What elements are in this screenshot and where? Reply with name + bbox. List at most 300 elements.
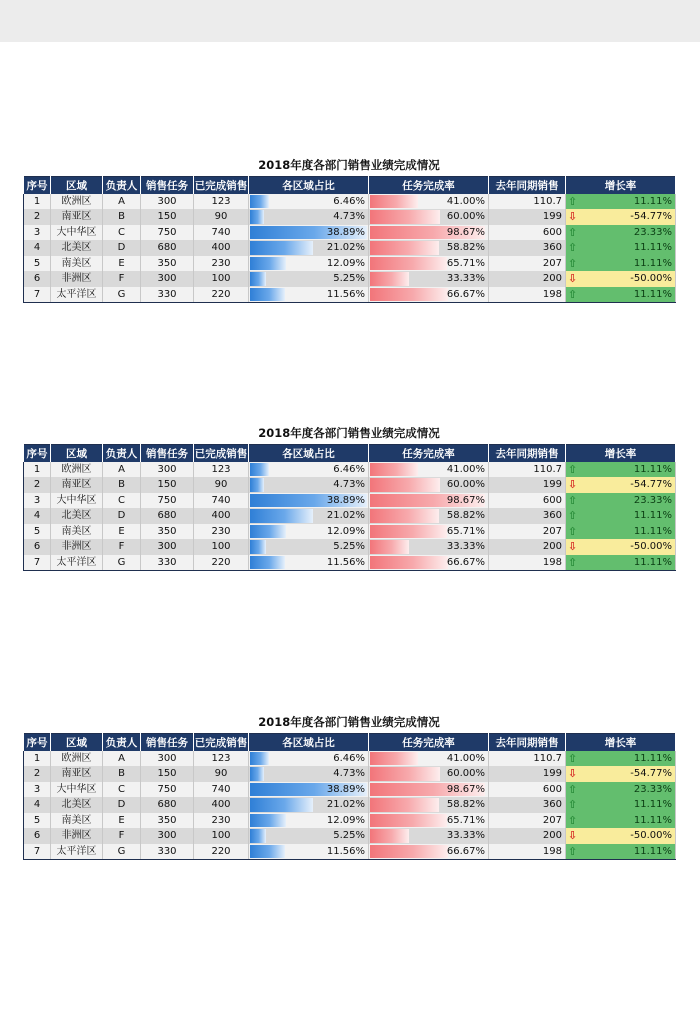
owner-name-cell: D: [103, 240, 141, 256]
sales-target-cell: 750: [141, 225, 194, 241]
row-number-cell: 3: [24, 493, 51, 509]
row-number-cell: 4: [24, 240, 51, 256]
growth-value: -50.00%: [630, 541, 672, 553]
sales-done-cell: 220: [194, 555, 249, 571]
row-number-cell: 5: [24, 524, 51, 540]
share-value: 4.73%: [333, 768, 365, 780]
share-value: 5.25%: [333, 830, 365, 842]
region-share-cell: [249, 539, 369, 555]
growth-rate-cell: [566, 194, 676, 210]
row-number-cell: 2: [24, 477, 51, 493]
table-row: [24, 751, 676, 767]
completion-rate-cell: [369, 477, 489, 493]
table-row: [24, 477, 676, 493]
sales-target-cell: 300: [141, 462, 194, 478]
region-share-cell: [249, 477, 369, 493]
growth-value: 11.11%: [633, 752, 672, 764]
rate-value: 60.00%: [446, 768, 485, 780]
share-value: 12.09%: [326, 525, 365, 537]
arrow-up-icon: ⇧: [568, 509, 578, 522]
region-share-cell: [249, 209, 369, 225]
table-row: [24, 766, 676, 782]
column-header-region-share: 各区域占比: [249, 445, 369, 462]
region-name-cell: 大中华区: [51, 225, 103, 241]
sales-done-cell: 400: [194, 508, 249, 524]
sales-report-3: [23, 712, 675, 860]
arrow-up-icon: ⇧: [568, 493, 578, 507]
arrow-up-icon: ⇧: [568, 798, 578, 811]
owner-name-cell: D: [103, 797, 141, 813]
sales-target-cell: 300: [141, 194, 194, 210]
column-header-region-share: 各区域占比: [249, 177, 369, 194]
growth-value: 23.33%: [633, 226, 672, 238]
last-year-sales-cell: 600: [489, 493, 566, 509]
owner-name-cell: C: [103, 225, 141, 241]
completion-rate-cell: [369, 524, 489, 540]
owner-name-cell: E: [103, 524, 141, 540]
region-share-cell: [249, 751, 369, 767]
region-share-cell: [249, 225, 369, 241]
table-row: [24, 194, 676, 210]
column-header-region-name: 区域: [51, 734, 103, 751]
rate-value: 98.67%: [446, 783, 485, 795]
sales-table: [23, 444, 676, 571]
arrow-up-icon: ⇧: [568, 524, 578, 538]
last-year-sales-cell: 200: [489, 271, 566, 287]
growth-rate-cell: [566, 477, 676, 493]
row-number-cell: 3: [24, 782, 51, 798]
region-name-cell: 北美区: [51, 240, 103, 256]
region-name-cell: 非洲区: [51, 828, 103, 844]
arrow-down-icon: ⇩: [568, 272, 578, 285]
owner-name-cell: A: [103, 751, 141, 767]
report-title: 2018年度各部门销售业绩完成情况: [258, 158, 440, 172]
table-row: [24, 256, 676, 272]
share-value: 6.46%: [333, 752, 365, 764]
column-header-last-year-sales: 去年同期销售: [489, 445, 566, 462]
owner-name-cell: F: [103, 828, 141, 844]
last-year-sales-cell: 600: [489, 782, 566, 798]
arrow-up-icon: ⇧: [568, 782, 578, 796]
sales-done-cell: 100: [194, 271, 249, 287]
arrow-down-icon: ⇩: [568, 478, 578, 491]
growth-rate-cell: [566, 256, 676, 272]
growth-rate-cell: [566, 828, 676, 844]
owner-name-cell: F: [103, 539, 141, 555]
region-share-cell: [249, 194, 369, 210]
sales-target-cell: 300: [141, 539, 194, 555]
report-title: 2018年度各部门销售业绩完成情况: [258, 426, 440, 440]
row-number-cell: 1: [24, 194, 51, 210]
table-row: [24, 508, 676, 524]
completion-rate-cell: [369, 766, 489, 782]
row-number-cell: 7: [24, 555, 51, 571]
column-header-growth-rate: 增长率: [566, 734, 676, 751]
last-year-sales-cell: 199: [489, 766, 566, 782]
column-header-last-year-sales: 去年同期销售: [489, 177, 566, 194]
growth-value: -50.00%: [630, 830, 672, 842]
share-value: 11.56%: [326, 556, 365, 568]
sales-target-cell: 150: [141, 477, 194, 493]
share-value: 12.09%: [326, 257, 365, 269]
row-number-cell: 5: [24, 813, 51, 829]
column-header-sales-target: 销售任务: [141, 177, 194, 194]
column-header-completion-rate: 任务完成率: [369, 445, 489, 462]
last-year-sales-cell: 198: [489, 844, 566, 860]
column-header-owner-name: 负责人: [103, 177, 141, 194]
completion-rate-cell: [369, 493, 489, 509]
table-row: [24, 797, 676, 813]
rate-value: 66.67%: [446, 845, 485, 857]
growth-rate-cell: [566, 539, 676, 555]
arrow-up-icon: ⇧: [568, 256, 578, 270]
region-name-cell: 欧洲区: [51, 462, 103, 478]
growth-rate-cell: [566, 209, 676, 225]
row-number-cell: 4: [24, 797, 51, 813]
header-row: [24, 177, 676, 194]
table-row: [24, 828, 676, 844]
arrow-up-icon: ⇧: [568, 751, 578, 765]
region-name-cell: 南美区: [51, 256, 103, 272]
last-year-sales-cell: 110.7: [489, 194, 566, 210]
table-row: [24, 287, 676, 303]
share-value: 11.56%: [326, 288, 365, 300]
column-header-region-share: 各区域占比: [249, 734, 369, 751]
column-header-owner-name: 负责人: [103, 734, 141, 751]
rate-value: 58.82%: [446, 242, 485, 254]
sales-target-cell: 300: [141, 751, 194, 767]
sales-done-cell: 230: [194, 813, 249, 829]
arrow-up-icon: ⇧: [568, 194, 578, 208]
rate-value: 41.00%: [446, 463, 485, 475]
share-value: 38.89%: [326, 783, 365, 795]
column-header-last-year-sales: 去年同期销售: [489, 734, 566, 751]
table-row: [24, 462, 676, 478]
growth-value: -50.00%: [630, 273, 672, 285]
growth-value: -54.77%: [630, 211, 672, 223]
region-share-cell: [249, 240, 369, 256]
growth-rate-cell: [566, 766, 676, 782]
growth-value: 11.11%: [633, 463, 672, 475]
share-value: 4.73%: [333, 211, 365, 223]
rate-value: 98.67%: [446, 226, 485, 238]
table-row: [24, 209, 676, 225]
completion-rate-cell: [369, 271, 489, 287]
sales-done-cell: 100: [194, 539, 249, 555]
sales-done-cell: 400: [194, 797, 249, 813]
sales-target-cell: 150: [141, 766, 194, 782]
sales-done-cell: 123: [194, 462, 249, 478]
sales-target-cell: 330: [141, 555, 194, 571]
owner-name-cell: A: [103, 462, 141, 478]
completion-rate-cell: [369, 813, 489, 829]
owner-name-cell: A: [103, 194, 141, 210]
rate-value: 65.71%: [446, 257, 485, 269]
growth-rate-cell: [566, 240, 676, 256]
column-header-region-name: 区域: [51, 445, 103, 462]
region-name-cell: 南亚区: [51, 477, 103, 493]
last-year-sales-cell: 198: [489, 287, 566, 303]
column-header-sales-target: 销售任务: [141, 734, 194, 751]
rate-value: 60.00%: [446, 211, 485, 223]
completion-rate-cell: [369, 797, 489, 813]
last-year-sales-cell: 200: [489, 539, 566, 555]
top-toolbar-strip: [0, 0, 700, 42]
sales-done-cell: 740: [194, 225, 249, 241]
rate-value: 33.33%: [446, 273, 485, 285]
region-name-cell: 北美区: [51, 508, 103, 524]
region-share-cell: [249, 271, 369, 287]
table-row: [24, 271, 676, 287]
region-share-cell: [249, 256, 369, 272]
share-value: 21.02%: [326, 510, 365, 522]
column-header-growth-rate: 增长率: [566, 177, 676, 194]
growth-rate-cell: [566, 462, 676, 478]
column-header-owner-name: 负责人: [103, 445, 141, 462]
region-share-cell: [249, 813, 369, 829]
growth-rate-cell: [566, 225, 676, 241]
rate-value: 58.82%: [446, 799, 485, 811]
rate-value: 66.67%: [446, 288, 485, 300]
region-name-cell: 欧洲区: [51, 751, 103, 767]
owner-name-cell: G: [103, 844, 141, 860]
rate-value: 33.33%: [446, 541, 485, 553]
arrow-up-icon: ⇧: [568, 225, 578, 239]
row-number-cell: 6: [24, 539, 51, 555]
last-year-sales-cell: 200: [489, 828, 566, 844]
column-header-row-number: 序号: [24, 177, 51, 194]
completion-rate-cell: [369, 828, 489, 844]
completion-rate-cell: [369, 782, 489, 798]
rate-value: 41.00%: [446, 195, 485, 207]
sales-report-1: [23, 155, 675, 303]
arrow-down-icon: ⇩: [568, 767, 578, 780]
arrow-up-icon: ⇧: [568, 287, 578, 301]
growth-value: -54.77%: [630, 479, 672, 491]
sales-target-cell: 330: [141, 287, 194, 303]
growth-value: 11.11%: [633, 525, 672, 537]
region-share-cell: [249, 555, 369, 571]
growth-rate-cell: [566, 287, 676, 303]
arrow-up-icon: ⇧: [568, 813, 578, 827]
last-year-sales-cell: 199: [489, 209, 566, 225]
row-number-cell: 4: [24, 508, 51, 524]
completion-rate-cell: [369, 240, 489, 256]
owner-name-cell: B: [103, 477, 141, 493]
sales-done-cell: 90: [194, 209, 249, 225]
row-number-cell: 6: [24, 828, 51, 844]
last-year-sales-cell: 360: [489, 797, 566, 813]
share-value: 21.02%: [326, 799, 365, 811]
table-row: [24, 813, 676, 829]
completion-rate-cell: [369, 844, 489, 860]
growth-rate-cell: [566, 782, 676, 798]
report-title: 2018年度各部门销售业绩完成情况: [258, 715, 440, 729]
column-header-region-name: 区域: [51, 177, 103, 194]
arrow-down-icon: ⇩: [568, 540, 578, 553]
table-row: [24, 555, 676, 571]
region-name-cell: 欧洲区: [51, 194, 103, 210]
growth-rate-cell: [566, 844, 676, 860]
growth-value: 11.11%: [633, 510, 672, 522]
growth-value: 23.33%: [633, 494, 672, 506]
owner-name-cell: D: [103, 508, 141, 524]
sales-done-cell: 740: [194, 782, 249, 798]
sales-target-cell: 300: [141, 828, 194, 844]
arrow-down-icon: ⇩: [568, 829, 578, 842]
row-number-cell: 7: [24, 287, 51, 303]
column-header-growth-rate: 增长率: [566, 445, 676, 462]
growth-value: 11.11%: [633, 814, 672, 826]
last-year-sales-cell: 199: [489, 477, 566, 493]
region-name-cell: 太平洋区: [51, 844, 103, 860]
sales-done-cell: 123: [194, 194, 249, 210]
growth-rate-cell: [566, 508, 676, 524]
table-row: [24, 524, 676, 540]
row-number-cell: 2: [24, 209, 51, 225]
owner-name-cell: F: [103, 271, 141, 287]
owner-name-cell: G: [103, 287, 141, 303]
completion-rate-cell: [369, 751, 489, 767]
column-header-sales-done: 已完成销售: [194, 734, 249, 751]
last-year-sales-cell: 600: [489, 225, 566, 241]
owner-name-cell: E: [103, 813, 141, 829]
region-share-cell: [249, 508, 369, 524]
owner-name-cell: C: [103, 493, 141, 509]
owner-name-cell: C: [103, 782, 141, 798]
sales-done-cell: 220: [194, 287, 249, 303]
growth-value: 23.33%: [633, 783, 672, 795]
completion-rate-cell: [369, 256, 489, 272]
growth-value: 11.11%: [633, 242, 672, 254]
share-value: 5.25%: [333, 273, 365, 285]
region-name-cell: 非洲区: [51, 539, 103, 555]
region-share-cell: [249, 766, 369, 782]
header-row: [24, 734, 676, 751]
owner-name-cell: B: [103, 209, 141, 225]
sales-done-cell: 230: [194, 256, 249, 272]
growth-value: 11.11%: [633, 556, 672, 568]
owner-name-cell: G: [103, 555, 141, 571]
sales-done-cell: 230: [194, 524, 249, 540]
region-name-cell: 太平洋区: [51, 555, 103, 571]
last-year-sales-cell: 360: [489, 508, 566, 524]
rate-value: 98.67%: [446, 494, 485, 506]
sales-target-cell: 300: [141, 271, 194, 287]
last-year-sales-cell: 207: [489, 813, 566, 829]
last-year-sales-cell: 360: [489, 240, 566, 256]
column-header-row-number: 序号: [24, 734, 51, 751]
table-row: [24, 493, 676, 509]
completion-rate-cell: [369, 287, 489, 303]
sales-done-cell: 740: [194, 493, 249, 509]
row-number-cell: 5: [24, 256, 51, 272]
share-value: 12.09%: [326, 814, 365, 826]
share-value: 11.56%: [326, 845, 365, 857]
rate-value: 33.33%: [446, 830, 485, 842]
completion-rate-cell: [369, 508, 489, 524]
sales-table: [23, 176, 676, 303]
rate-value: 60.00%: [446, 479, 485, 491]
growth-value: 11.11%: [633, 845, 672, 857]
growth-rate-cell: [566, 813, 676, 829]
growth-rate-cell: [566, 271, 676, 287]
table-row: [24, 225, 676, 241]
sales-target-cell: 680: [141, 240, 194, 256]
growth-value: -54.77%: [630, 768, 672, 780]
region-share-cell: [249, 287, 369, 303]
column-header-completion-rate: 任务完成率: [369, 177, 489, 194]
sales-done-cell: 400: [194, 240, 249, 256]
region-name-cell: 北美区: [51, 797, 103, 813]
region-share-cell: [249, 782, 369, 798]
table-row: [24, 844, 676, 860]
region-share-cell: [249, 797, 369, 813]
region-share-cell: [249, 524, 369, 540]
table-row: [24, 539, 676, 555]
completion-rate-cell: [369, 209, 489, 225]
growth-rate-cell: [566, 797, 676, 813]
arrow-down-icon: ⇩: [568, 210, 578, 223]
column-header-completion-rate: 任务完成率: [369, 734, 489, 751]
sales-target-cell: 350: [141, 813, 194, 829]
sales-report-2: [23, 423, 675, 571]
region-name-cell: 大中华区: [51, 493, 103, 509]
row-number-cell: 7: [24, 844, 51, 860]
sales-done-cell: 220: [194, 844, 249, 860]
completion-rate-cell: [369, 194, 489, 210]
completion-rate-cell: [369, 462, 489, 478]
growth-rate-cell: [566, 555, 676, 571]
last-year-sales-cell: 207: [489, 256, 566, 272]
share-value: 6.46%: [333, 463, 365, 475]
region-share-cell: [249, 828, 369, 844]
table-row: [24, 782, 676, 798]
region-name-cell: 南亚区: [51, 766, 103, 782]
row-number-cell: 2: [24, 766, 51, 782]
sales-target-cell: 350: [141, 524, 194, 540]
sales-target-cell: 150: [141, 209, 194, 225]
region-share-cell: [249, 493, 369, 509]
arrow-up-icon: ⇧: [568, 844, 578, 858]
growth-rate-cell: [566, 524, 676, 540]
sales-done-cell: 90: [194, 766, 249, 782]
share-value: 38.89%: [326, 494, 365, 506]
growth-rate-cell: [566, 493, 676, 509]
rate-value: 65.71%: [446, 525, 485, 537]
region-name-cell: 太平洋区: [51, 287, 103, 303]
last-year-sales-cell: 207: [489, 524, 566, 540]
sales-target-cell: 350: [141, 256, 194, 272]
region-name-cell: 非洲区: [51, 271, 103, 287]
column-header-row-number: 序号: [24, 445, 51, 462]
completion-rate-cell: [369, 539, 489, 555]
region-name-cell: 南美区: [51, 524, 103, 540]
region-name-cell: 大中华区: [51, 782, 103, 798]
growth-value: 11.11%: [633, 288, 672, 300]
owner-name-cell: E: [103, 256, 141, 272]
sales-done-cell: 90: [194, 477, 249, 493]
last-year-sales-cell: 110.7: [489, 751, 566, 767]
share-value: 6.46%: [333, 195, 365, 207]
arrow-up-icon: ⇧: [568, 241, 578, 254]
share-value: 4.73%: [333, 479, 365, 491]
column-header-sales-done: 已完成销售: [194, 177, 249, 194]
row-number-cell: 1: [24, 462, 51, 478]
sales-target-cell: 750: [141, 493, 194, 509]
rate-value: 66.67%: [446, 556, 485, 568]
table-row: [24, 240, 676, 256]
